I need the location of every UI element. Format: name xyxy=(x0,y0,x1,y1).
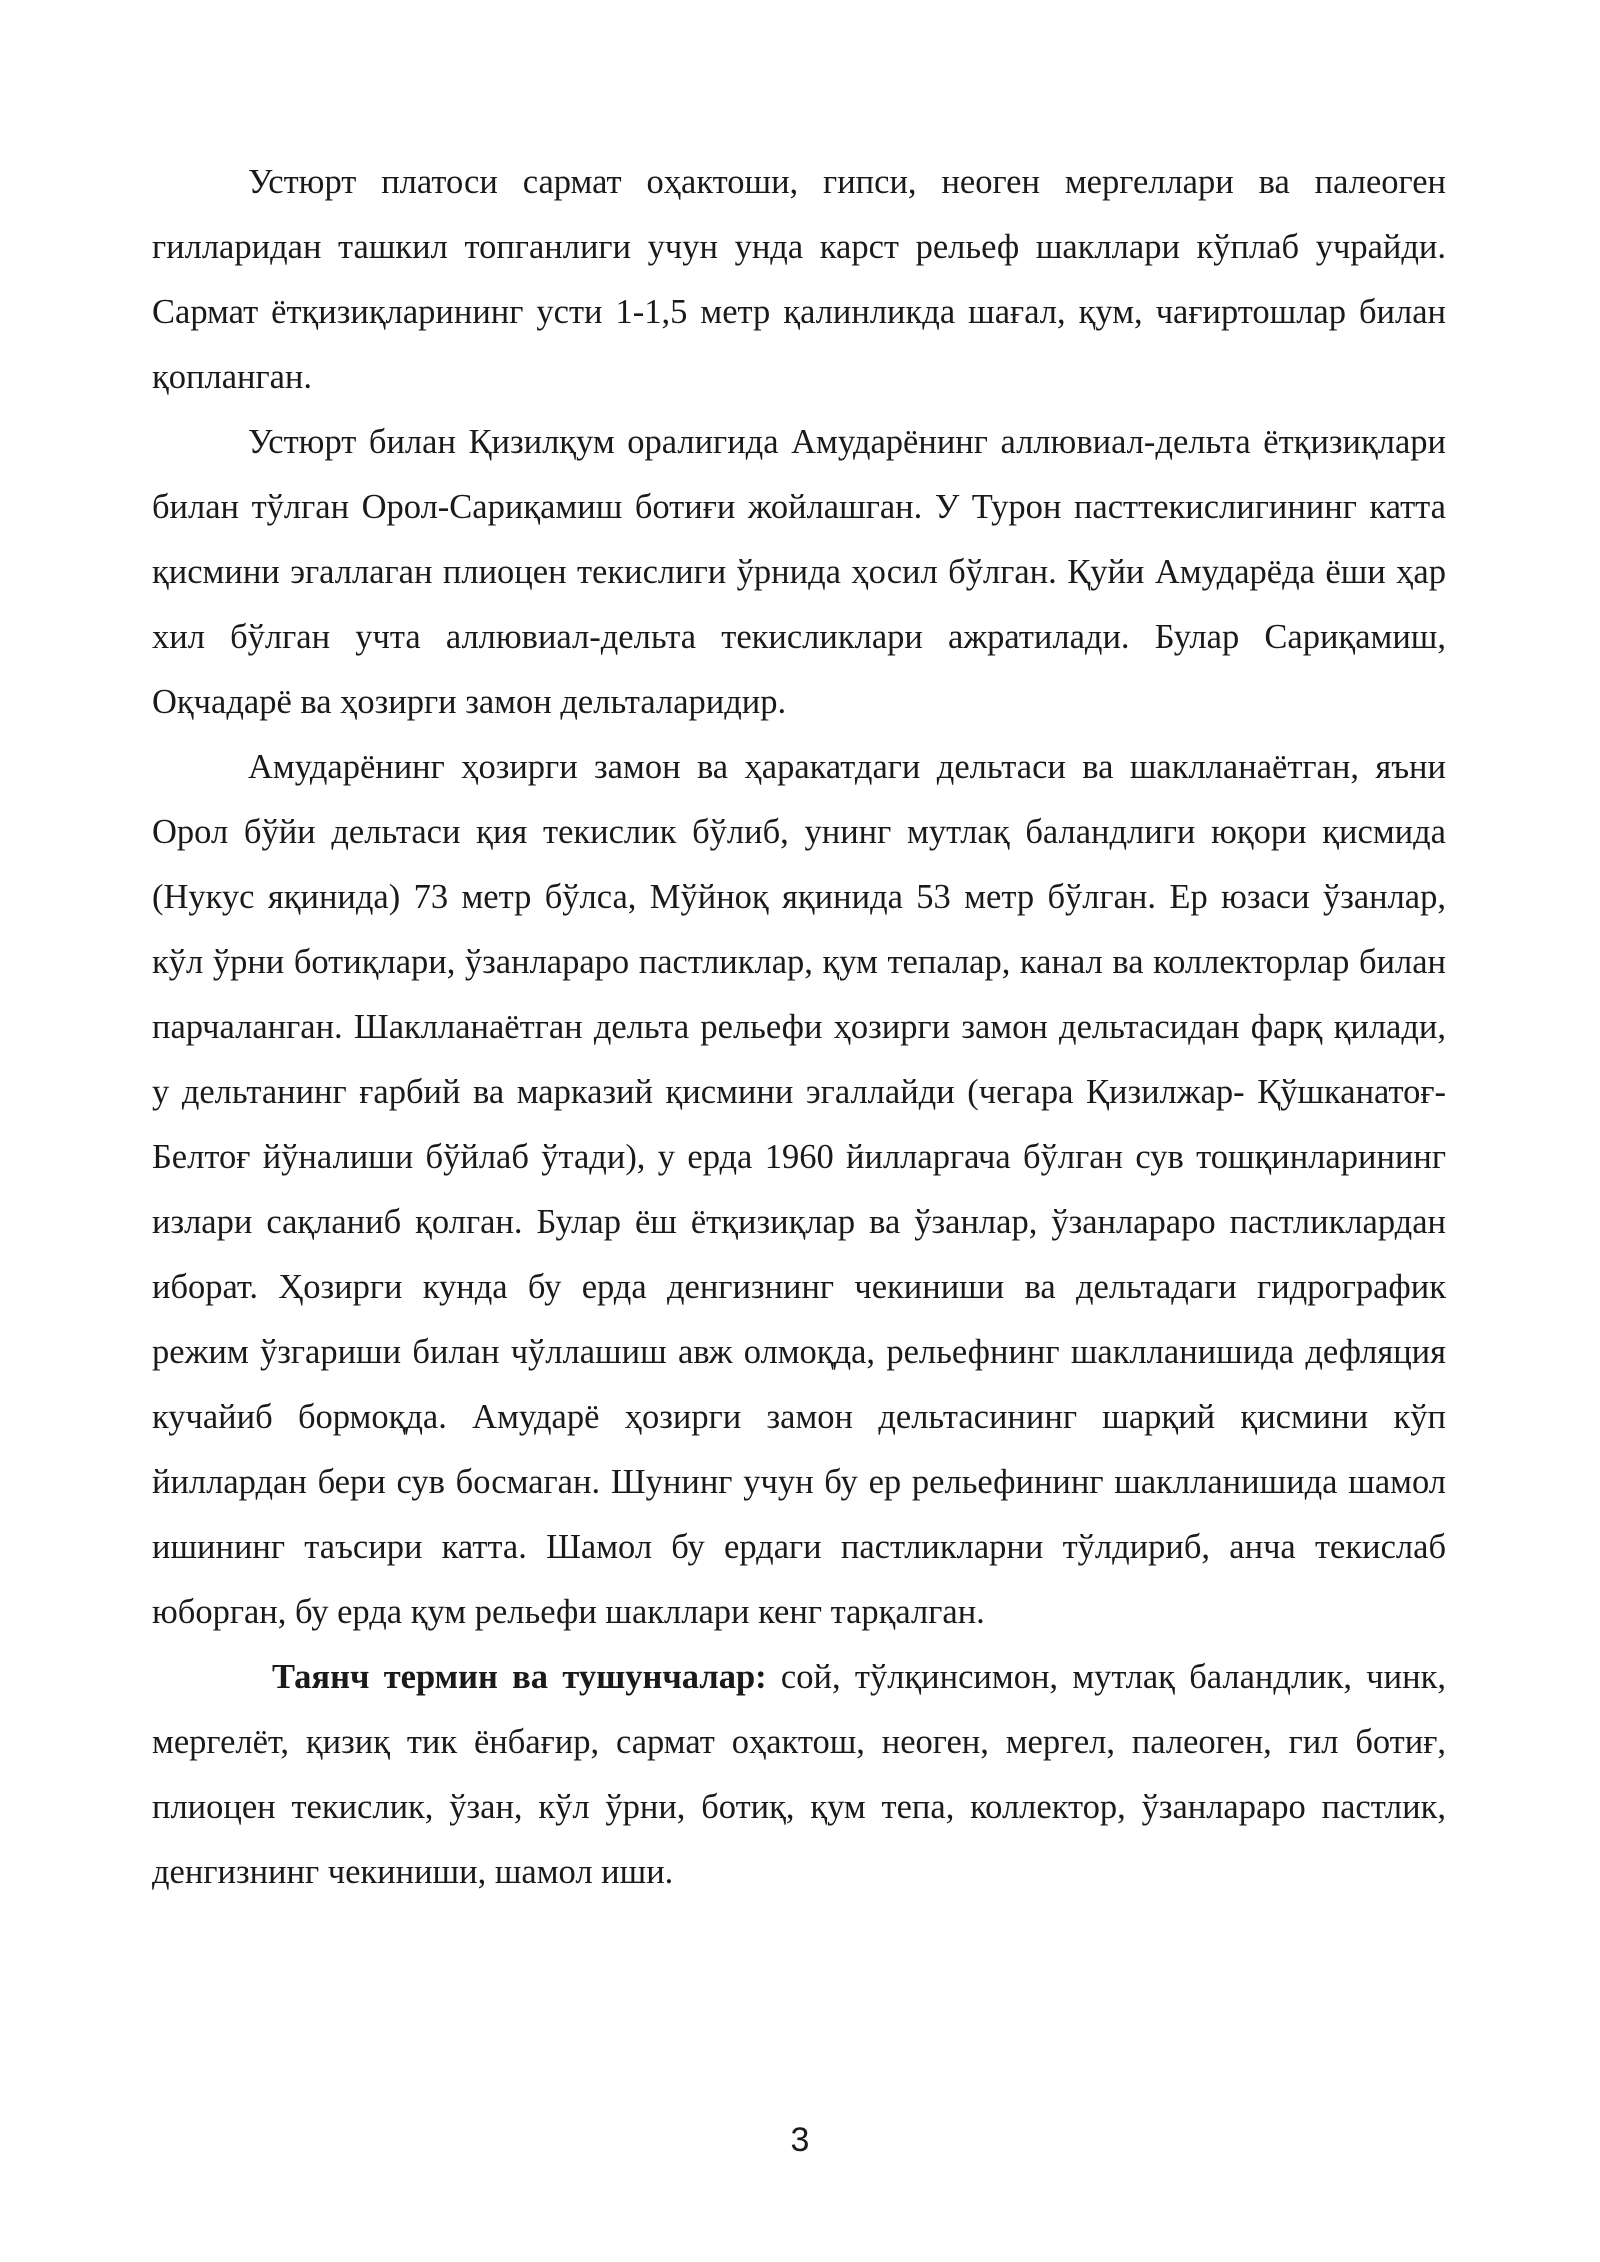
key-terms-paragraph xyxy=(152,1645,1446,1905)
key-terms-label: Таянч термин ва тушунчалар: xyxy=(272,1658,767,1696)
paragraph-orol-sariqamish-basin: Устюрт билан Қизилқум оралигида Амударёнинг аллювиал-дельта ётқизиқлари билан тўлган Орол-Сариқамиш ботиғи жойлашган. У Турон пасттекислигининг катта қисмини эгаллаган плиоцен текислиги ўрнида ҳосил бўлган. Қуйи Амударёда ёши ҳар хил бўлган учта аллювиал-дельта текисликлари ажратилади. Булар Сариқамиш, Оқчадарё ва ҳозирги замон дельталаридир. xyxy=(152,423,1446,721)
page-number: 3 xyxy=(790,2121,810,2159)
key-terms-list: сой, тўлқинсимон, мутлақ баландлик, чинк, мергелёт, қизиқ тик ёнбағир, сармат оҳактош, неоген, мергел, палеоген, гил ботиғ, плиоцен текислик, ўзан, кўл ўрни, ботиқ, қум тепа, коллектор, ўзанлараро пастлик, денгизнинг чекиниши, шамол иши. xyxy=(152,1658,1446,1891)
document-page xyxy=(152,150,1446,1905)
paragraph-amudarya-delta: Амударёнинг ҳозирги замон ва ҳаракатдаги дельтаси ва шаклланаётган, яъни Орол бўйи дельтаси қия текислик бўлиб, унинг мутлақ баландлиги юқори қисмида (Нукус яқинида) 73 метр бўлса, Мўйноқ яқинида 53 метр бўлган. Ер юзаси ўзанлар, кўл ўрни ботиқлари, ўзанлараро пастликлар, қум тепалар, канал ва коллекторлар билан парчаланган. Шаклланаётган дельта рельефи ҳозирги замон дельтасидан фарқ қилади, у дельтанинг ғарбий ва марказий қисмини эгаллайди (чегара Қизилжар- Қўшканатоғ- Белтоғ йўналиши бўйлаб ўтади), у ерда 1960 йилларгача бўлган сув тошқинларининг излари сақланиб қолган. Булар ёш ётқизиқлар ва ўзанлар, ўзанлараро пастликлардан иборат. Ҳозирги кунда бу ерда денгизнинг чекиниши ва дельтадаги гидрографик режим ўзгариши билан чўллашиш авж олмоқда, рельефнинг шаклланишида дефляция кучайиб бормоқда. Амударё ҳозирги замон дельтасининг шарқий қисмини кўп йиллардан бери сув босмаган. Шунинг учун бу ер рельефининг шаклланишида шамол ишининг таъсири катта. Шамол бу ердаги пастликларни тўлдириб, анча текислаб юборган, бу ерда қум рельефи шакллари кенг тарқалган. xyxy=(152,748,1446,1631)
paragraph-ustyurt-plateau: Устюрт платоси сармат оҳактоши, гипси, неоген мергеллари ва палеоген гилларидан ташкил топганлиги учун унда карст рельеф шакллари кўплаб учрайди. Сармат ётқизиқларининг усти 1-1,5 метр қалинликда шағал, қум, чағиртошлар билан қопланган. xyxy=(152,163,1446,396)
